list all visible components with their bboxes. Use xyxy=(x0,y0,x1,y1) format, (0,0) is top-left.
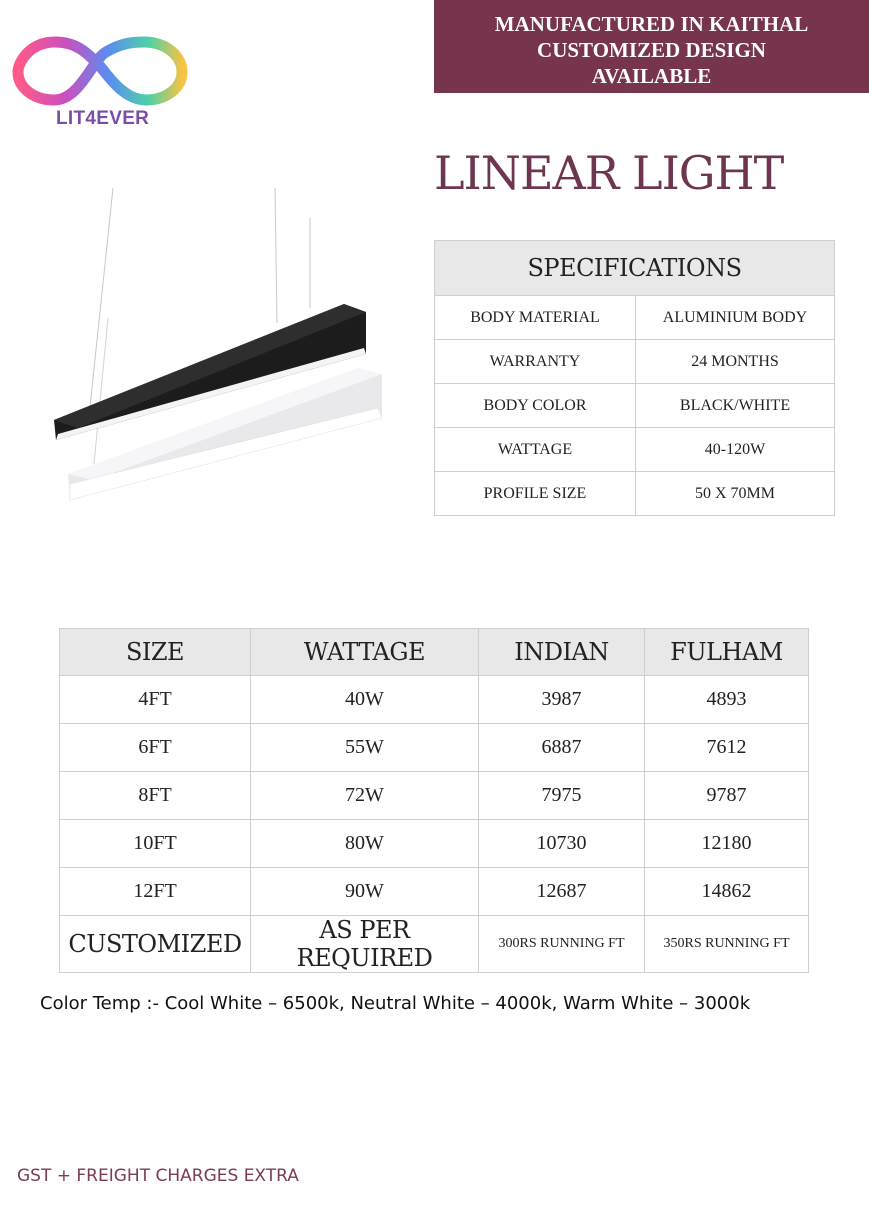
header-fulham: FULHAM xyxy=(645,629,809,676)
spec-value: 40-120W xyxy=(636,428,835,472)
product-title: LINEAR LIGHT xyxy=(434,146,784,200)
indian-price-cell: 10730 xyxy=(479,820,645,868)
linear-pendant-light-image xyxy=(48,188,393,508)
size-cell: 6FT xyxy=(60,724,251,772)
size-cell: 10FT xyxy=(60,820,251,868)
spec-value: ALUMINIUM BODY xyxy=(636,296,835,340)
table-row xyxy=(60,820,809,868)
spec-key: PROFILE SIZE xyxy=(435,472,636,516)
wattage-cell: 72W xyxy=(251,772,479,820)
manufacturing-banner xyxy=(434,0,869,93)
banner-line-2: CUSTOMIZED DESIGN xyxy=(537,38,766,62)
brand-logo xyxy=(10,20,190,132)
spec-row xyxy=(435,384,835,428)
banner-line-3: AVAILABLE xyxy=(591,64,712,88)
table-row xyxy=(60,772,809,820)
spec-value: 24 MONTHS xyxy=(636,340,835,384)
spec-key: BODY MATERIAL xyxy=(435,296,636,340)
footer-note: GST + FREIGHT CHARGES EXTRA xyxy=(17,1166,299,1186)
price-header-row xyxy=(60,629,809,676)
wattage-cell: AS PER REQUIRED xyxy=(251,916,479,973)
specifications-table xyxy=(434,240,835,516)
spec-row xyxy=(435,296,835,340)
fulham-price-cell: 9787 xyxy=(645,772,809,820)
spec-row xyxy=(435,472,835,516)
logo-text: LIT4EVER xyxy=(56,108,150,129)
table-row xyxy=(60,868,809,916)
spec-key: BODY COLOR xyxy=(435,384,636,428)
indian-price-cell: 7975 xyxy=(479,772,645,820)
size-cell: CUSTOMIZED xyxy=(60,916,251,973)
size-cell: 12FT xyxy=(60,868,251,916)
wattage-cell: 40W xyxy=(251,676,479,724)
size-cell: 4FT xyxy=(60,676,251,724)
header-size: SIZE xyxy=(60,629,251,676)
fulham-price-cell: 350RS RUNNING FT xyxy=(645,916,809,973)
spec-row xyxy=(435,340,835,384)
price-table xyxy=(59,628,809,973)
spec-key: WARRANTY xyxy=(435,340,636,384)
wattage-cell: 80W xyxy=(251,820,479,868)
spec-key: WATTAGE xyxy=(435,428,636,472)
table-row xyxy=(60,724,809,772)
table-row xyxy=(60,916,809,973)
fulham-price-cell: 4893 xyxy=(645,676,809,724)
fulham-price-cell: 12180 xyxy=(645,820,809,868)
size-cell: 8FT xyxy=(60,772,251,820)
indian-price-cell: 300RS RUNNING FT xyxy=(479,916,645,973)
wattage-cell: 55W xyxy=(251,724,479,772)
wattage-cell: 90W xyxy=(251,868,479,916)
spec-value: BLACK/WHITE xyxy=(636,384,835,428)
spec-row xyxy=(435,428,835,472)
spec-value: 50 X 70MM xyxy=(636,472,835,516)
infinity-logo-icon xyxy=(10,20,190,110)
fulham-price-cell: 7612 xyxy=(645,724,809,772)
table-row xyxy=(60,676,809,724)
indian-price-cell: 12687 xyxy=(479,868,645,916)
color-temp-note: Color Temp :- Cool White – 6500k, Neutral White – 4000k, Warm White – 3000k xyxy=(40,993,751,1014)
indian-price-cell: 6887 xyxy=(479,724,645,772)
specifications-heading: SPECIFICATIONS xyxy=(435,241,835,296)
header-indian: INDIAN xyxy=(479,629,645,676)
fulham-price-cell: 14862 xyxy=(645,868,809,916)
indian-price-cell: 3987 xyxy=(479,676,645,724)
header-wattage: WATTAGE xyxy=(251,629,479,676)
banner-line-1: MANUFACTURED IN KAITHAL xyxy=(494,12,809,36)
